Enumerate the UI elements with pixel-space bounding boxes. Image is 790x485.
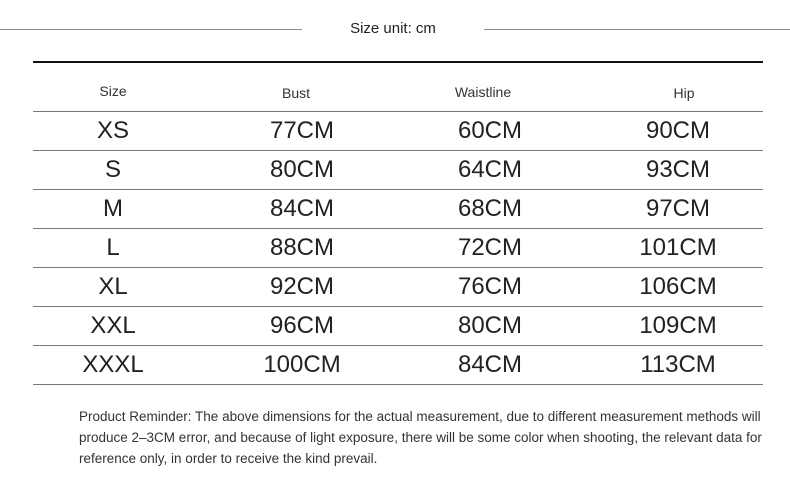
size-cell: XXL [90, 312, 136, 339]
waistline-cell: 80CM [457, 312, 523, 339]
hip-cell: 113CM [640, 351, 716, 378]
table-row [33, 268, 763, 307]
size-cell: XS [96, 117, 130, 144]
bust-cell: 100CM [263, 351, 341, 378]
bust-cell: 84CM [269, 195, 335, 222]
size-chart-table [33, 61, 763, 385]
table-row [33, 229, 763, 268]
size-unit-title: Size unit: cm [350, 20, 436, 37]
header-divider-left [0, 29, 302, 30]
size-cell: L [106, 234, 120, 261]
hip-cell: 101CM [639, 234, 717, 261]
hip-cell: 93CM [645, 156, 711, 183]
size-cell: XXXL [82, 351, 144, 378]
table-header-row [33, 63, 763, 112]
reminder-line: reference only, in order to receive the kind prevail. [79, 451, 378, 466]
table-row [33, 112, 763, 151]
header-divider-right [484, 29, 790, 30]
size-cell: S [104, 156, 122, 183]
product-reminder-note [79, 406, 769, 469]
waistline-cell: 84CM [457, 351, 523, 378]
reminder-line: Product Reminder: The above dimensions for the actual measurement, due to different measurement methods will [79, 409, 761, 424]
waistline-cell: 68CM [457, 195, 523, 222]
waistline-cell: 72CM [457, 234, 523, 261]
column-header-hip: Hip [673, 85, 695, 101]
hip-cell: 106CM [639, 273, 717, 300]
column-header-size: Size [99, 83, 127, 99]
hip-cell: 90CM [645, 117, 711, 144]
hip-cell: 97CM [645, 195, 711, 222]
bust-cell: 88CM [269, 234, 335, 261]
column-header-waistline: Waistline [454, 84, 512, 100]
size-cell: XL [98, 273, 128, 300]
reminder-line: produce 2–3CM error, and because of light exposure, there will be some color when shooting, the relevant data for [79, 430, 762, 445]
table-row [33, 346, 763, 385]
bust-cell: 92CM [269, 273, 335, 300]
table-row [33, 151, 763, 190]
bust-cell: 80CM [269, 156, 335, 183]
bust-cell: 77CM [269, 117, 335, 144]
bust-cell: 96CM [269, 312, 335, 339]
hip-cell: 109CM [639, 312, 717, 339]
size-cell: M [103, 195, 123, 222]
table-row [33, 190, 763, 229]
table-row [33, 307, 763, 346]
column-header-bust: Bust [281, 85, 311, 101]
waistline-cell: 64CM [457, 156, 523, 183]
waistline-cell: 60CM [457, 117, 523, 144]
waistline-cell: 76CM [457, 273, 523, 300]
